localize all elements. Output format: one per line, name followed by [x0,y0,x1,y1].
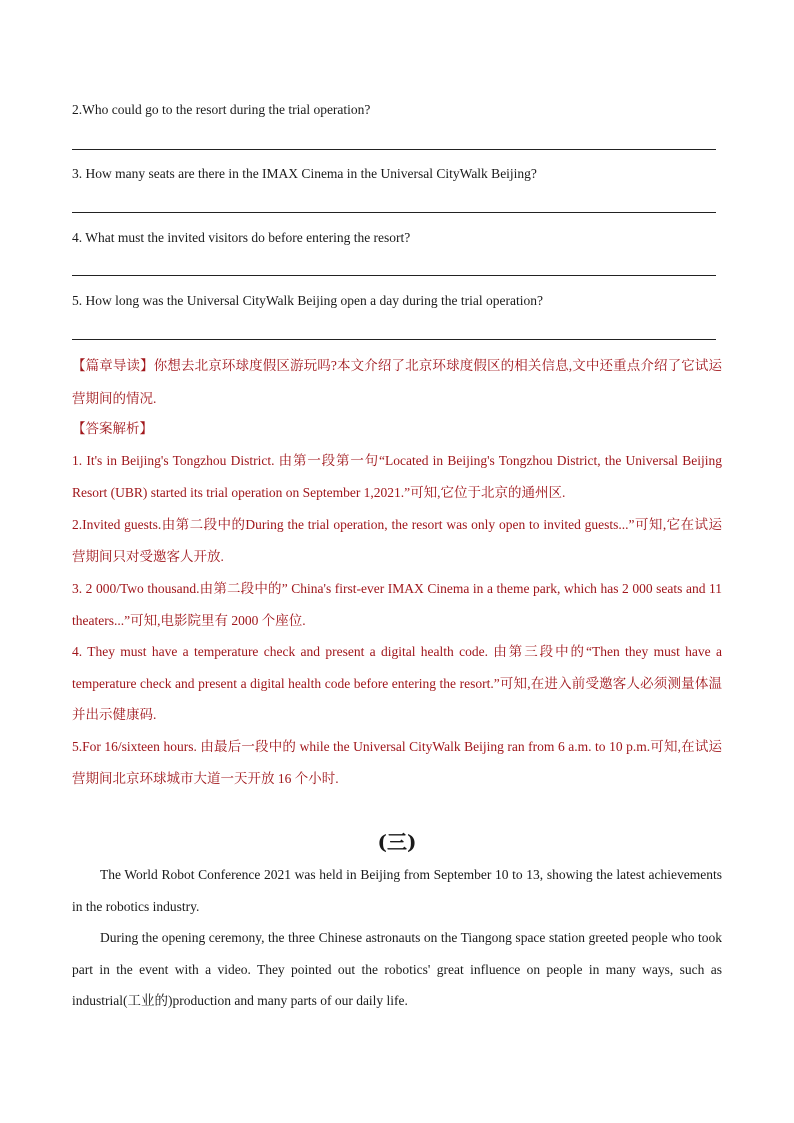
question-3: 3. How many seats are there in the IMAX Cinema in the Universal CityWalk Beijing? [72,166,537,181]
passage-paragraph-2: During the opening ceremony, the three Chinese astronauts on the Tiangong space station greeted people who took part in the event with a video. They pointed out the robotics' great influence on people in many ways, such as industrial(工业的)production and many parts of our daily life. [72,930,722,1008]
answer-3: 3. 2 000/Two thousand.由第二段中的” China's first-ever IMAX Cinema in a theme park, which has 2 000 seats and 11 theaters...”可知,电影院里有 2000 个座位. [72,581,722,628]
question-2: 2.Who could go to the resort during the trial operation? [72,102,371,117]
chapter-guide-label: 【篇章导读】 [72,358,154,374]
answer-1: 1. It's in Beijing's Tongzhou District. 由第一段第一句“Located in Beijing's Tongzhou District, the Universal Beijing Resort (UBR) started its trial operation on September 1,2021.”可知,它位于北京的通州区. [72,453,722,500]
answer-line-3 [72,212,716,213]
question-5: 5. How long was the Universal CityWalk Beijing open a day during the trial operation? [72,293,543,308]
answer-line-4 [72,275,716,276]
chapter-guide [72,350,722,414]
answer-2: 2.Invited guests.由第二段中的During the trial operation, the resort was only open to invited guests...”可知,它在试运营期间只对受邀客人开放. [72,517,722,564]
question-4: 4. What must the invited visitors do before entering the resort? [72,230,411,245]
answer-analysis-label: 【答案解析】 [72,421,153,437]
passage-paragraph-1: The World Robot Conference 2021 was held in Beijing from September 10 to 13, showing the latest achievements in the robotics industry. [72,867,722,914]
chapter-guide-text: 你想去北京环球度假区游玩吗?本文介绍了北京环球度假区的相关信息,文中还重点介绍了它试运营期间的情况. [72,358,722,406]
answer-4: 4. They must have a temperature check and present a digital health code. 由第三段中的“Then they must have a temperature check and present a digital health code before entering the resort.”可知,在进入前受邀客人必须测量体温并出示健康码. [72,644,722,722]
answer-line-2 [72,149,716,150]
section-heading: (三) [377,830,417,854]
answer-line-5 [72,339,716,340]
answer-5: 5.For 16/sixteen hours. 由最后一段中的 while the Universal CityWalk Beijing ran from 6 a.m. to 10 p.m.可知,在试运营期间北京环球城市大道一天开放 16 个小时. [72,739,722,786]
